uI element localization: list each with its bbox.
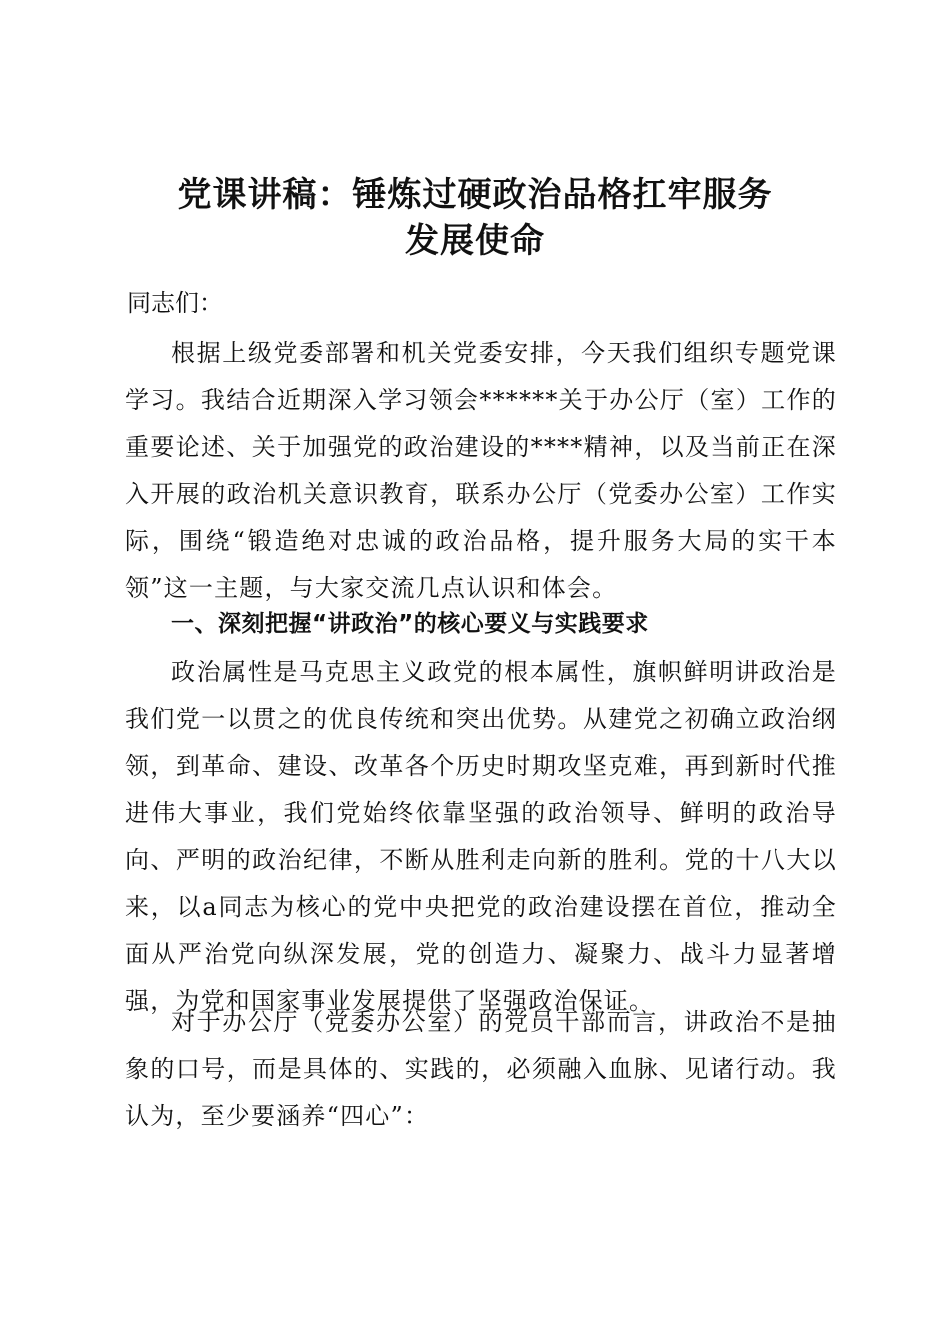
paragraph-four-hearts: 对于办公厅（党委办公室）的党员干部而言，讲政治不是抽象的口号，而是具体的、实践的，必须融入血脉、见诸行动。我认为，至少要涵养“四心”： [125,1008,837,1130]
section-heading-1: 一、深刻把握“讲政治”的核心要义与实践要求 [171,611,649,637]
paragraph-political-attribute: 政治属性是马克思主义政党的根本属性，旗帜鲜明讲政治是我们党一以贯之的优良传统和突出优势。从建党之初确立政治纲领，到革命、建设、改革各个历史时期攻坚克难，再到新时代推进伟大事业，我们党始终依靠坚强的政治领导、鲜明的政治导向、严明的政治纪律，不断从胜利走向新的胜利。党的十八大以来，以a同志为核心的党中央把党的政治建设摆在首位，推动全面从严治党向纵深发展，党的创造力、凝聚力、战斗力显著增强，为党和国家事业发展提供了坚强政治保证。 [125,658,837,1015]
paragraph-intro: 根据上级党委部署和机关党委安排，今天我们组织专题党课学习。我结合近期深入学习领会******关于办公厅（室）工作的重要论述、关于加强党的政治建设的****精神，以及当前正在深入开展的政治机关意识教育，联系办公厅（党委办公室）工作实际，围绕“锻造绝对忠诚的政治品格，提升服务大局的实干本领”这一主题，与大家交流几点认识和体会。 [125,339,837,602]
salutation: 同志们： [127,289,223,317]
document-title-line2: 发展使命 [405,221,545,261]
document-title-line1: 党课讲稿：锤炼过硬政治品格扛牢服务 [177,175,773,215]
